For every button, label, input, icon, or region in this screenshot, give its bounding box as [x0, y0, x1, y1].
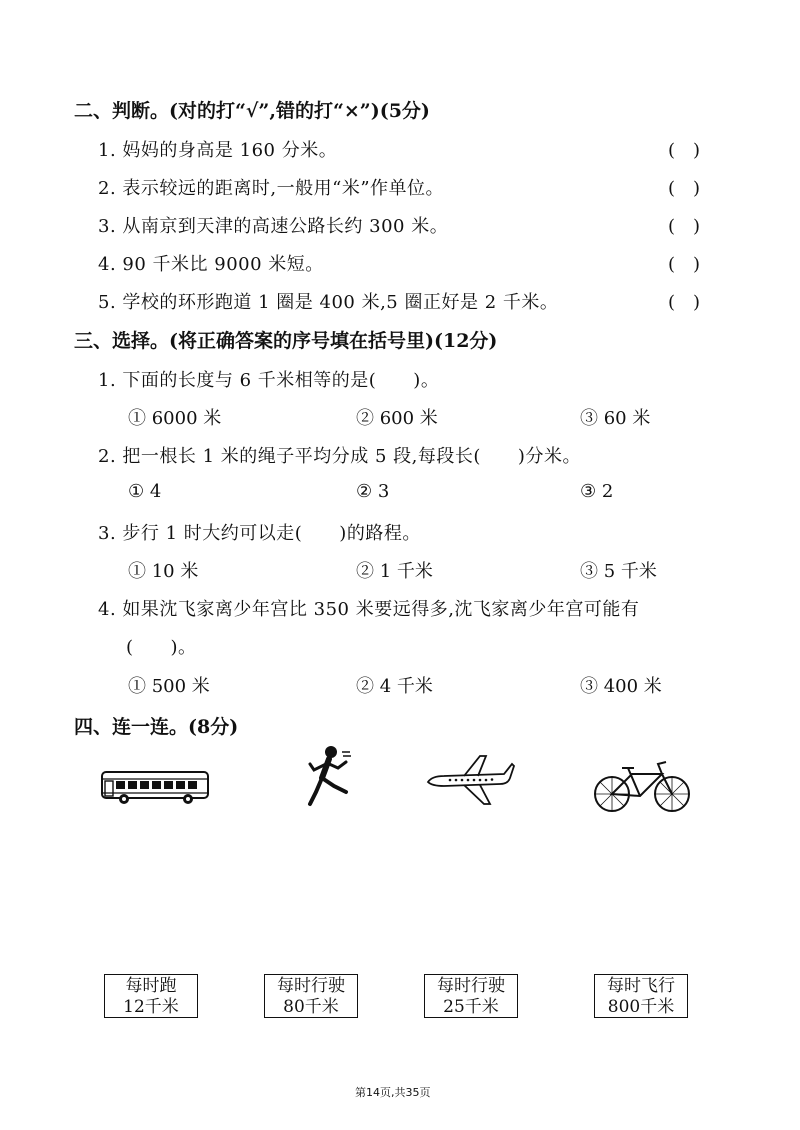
bicycle-icon[interactable]	[592, 758, 692, 814]
match-box-1-line2: 12千米	[123, 997, 179, 1017]
choice-q4-option-3[interactable]: ③ 400 米	[580, 676, 662, 697]
match-box-3-line2: 25千米	[443, 997, 499, 1017]
page-footer: 第14页,共35页	[355, 1086, 431, 1099]
choice-q4-option-1[interactable]: ① 500 米	[128, 676, 210, 697]
match-box-1-line1: 每时跑	[125, 976, 177, 996]
choice-q2-option-3[interactable]: ③ 2	[580, 481, 614, 502]
match-box-1[interactable]	[104, 974, 198, 1018]
match-box-2-line2: 80千米	[283, 997, 339, 1017]
section2-title: 二、判断。(对的打“√”,错的打“×”)(5分)	[74, 100, 430, 122]
choice-q3-option-1[interactable]: ① 10 米	[128, 561, 199, 582]
match-box-4-line1: 每时飞行	[607, 976, 675, 996]
judge-item-5: 5. 学校的环形跑道 1 圈是 400 米,5 圈正好是 2 千米。	[98, 292, 559, 313]
judge-paren-2[interactable]: ( )	[668, 178, 701, 199]
airplane-icon[interactable]	[424, 752, 516, 808]
judge-item-1: 1. 妈妈的身高是 160 分米。	[98, 140, 338, 161]
choice-q3-option-3[interactable]: ③ 5 千米	[580, 561, 657, 582]
match-box-2[interactable]	[264, 974, 358, 1018]
match-box-4[interactable]	[594, 974, 688, 1018]
choice-q1-option-2[interactable]: ② 600 米	[356, 408, 438, 429]
choice-q4-paren[interactable]: ( )。	[126, 637, 197, 658]
choice-q2-option-2[interactable]: ② 3	[356, 481, 390, 502]
judge-paren-5[interactable]: ( )	[668, 292, 701, 313]
judge-item-3: 3. 从南京到天津的高速公路长约 300 米。	[98, 216, 449, 237]
judge-item-4: 4. 90 千米比 9000 米短。	[98, 254, 324, 275]
match-box-3[interactable]	[424, 974, 518, 1018]
choice-q1-option-1[interactable]: ① 6000 米	[128, 408, 222, 429]
judge-paren-3[interactable]: ( )	[668, 216, 701, 237]
choice-q2: 2. 把一根长 1 米的绳子平均分成 5 段,每段长( )分米。	[98, 446, 581, 467]
section3-title: 三、选择。(将正确答案的序号填在括号里)(12分)	[74, 330, 498, 352]
match-box-4-line2: 800千米	[607, 997, 675, 1017]
runner-icon[interactable]	[302, 744, 356, 810]
judge-paren-1[interactable]: ( )	[668, 140, 701, 161]
match-box-2-line1: 每时行驶	[277, 976, 345, 996]
judge-paren-4[interactable]: ( )	[668, 254, 701, 275]
bus-icon[interactable]	[100, 770, 212, 806]
choice-q1: 1. 下面的长度与 6 千米相等的是( )。	[98, 370, 440, 391]
choice-q3-option-2[interactable]: ② 1 千米	[356, 561, 433, 582]
choice-q4: 4. 如果沈飞家离少年宫比 350 米要远得多,沈飞家离少年宫可能有	[98, 599, 640, 620]
choice-q2-option-1[interactable]: ① 4	[128, 481, 162, 502]
section4-title: 四、连一连。(8分)	[74, 716, 239, 738]
choice-q4-option-2[interactable]: ② 4 千米	[356, 676, 433, 697]
choice-q3: 3. 步行 1 时大约可以走( )的路程。	[98, 523, 421, 544]
match-box-3-line1: 每时行驶	[437, 976, 505, 996]
choice-q1-option-3[interactable]: ③ 60 米	[580, 408, 651, 429]
judge-item-2: 2. 表示较远的距离时,一般用“米”作单位。	[98, 178, 445, 199]
